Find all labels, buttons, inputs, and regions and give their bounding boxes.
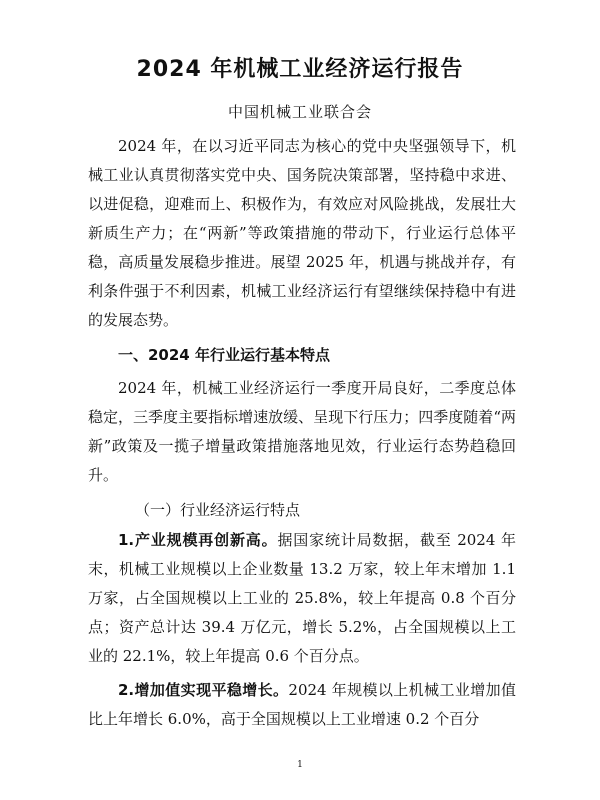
item1-paragraph bbox=[88, 526, 516, 671]
section-heading-1: 一、2024 年行业运行基本特点 bbox=[118, 346, 330, 364]
intro-section bbox=[88, 132, 516, 335]
subsection-heading: （一）行业经济运行特点 bbox=[135, 501, 301, 519]
item2-paragraph bbox=[88, 676, 516, 734]
item2-text: 2024 年规模以上机械工业增加值比上年增长 6.0%，高于全国规模以上工业增速 0.2 个百分 bbox=[88, 681, 516, 728]
section1-body bbox=[88, 374, 516, 490]
section1-paragraph: 2024 年，机械工业经济运行一季度开局良好，二季度总体稳定，三季度主要指标增速放缓、呈现下行压力；四季度随着“两新”政策及一揽子增量政策措施落地见效，行业运行态势趋稳回升。 bbox=[88, 379, 516, 484]
intro-paragraph: 2024 年，在以习近平同志为核心的党中央坚强领导下，机械工业认真贯彻落实党中央、国务院决策部署，坚持稳中求进、以进促稳，迎难而上、积极作为，有效应对风险挑战，发展壮大新质生产力；在“两新”等政策措施的带动下，行业运行总体平稳，高质量发展稳步推进。展望 2025 年，机遇与挑战并存，有利条件强于不利因素，机械工业经济运行有望继续保持稳中有进的发展态势。 bbox=[88, 137, 516, 329]
organization-name: 中国机械工业联合会 bbox=[227, 103, 372, 121]
item2-section bbox=[88, 676, 516, 734]
item1-text: 据国家统计局数据，截至 2024 年末，机械工业规模以上企业数量 13.2 万家，较上年末增加 1.1 万家，占全国规模以上工业的 25.8%，较上年提高 0.8 个百分点；资产总计达 39.4 万亿元，增长 5.2%，占全国规模以上工业的 22.1%，较上年提高 0.6 个百分点。 bbox=[88, 531, 516, 665]
page-number: 1 bbox=[297, 760, 303, 770]
item1-lead: 1.产业规模再创新高。 bbox=[118, 531, 278, 549]
item2-lead: 2.增加值实现平稳增长。 bbox=[118, 681, 289, 699]
document-title: 2024 年机械工业经济运行报告 bbox=[136, 57, 464, 82]
item1-section bbox=[88, 526, 516, 671]
